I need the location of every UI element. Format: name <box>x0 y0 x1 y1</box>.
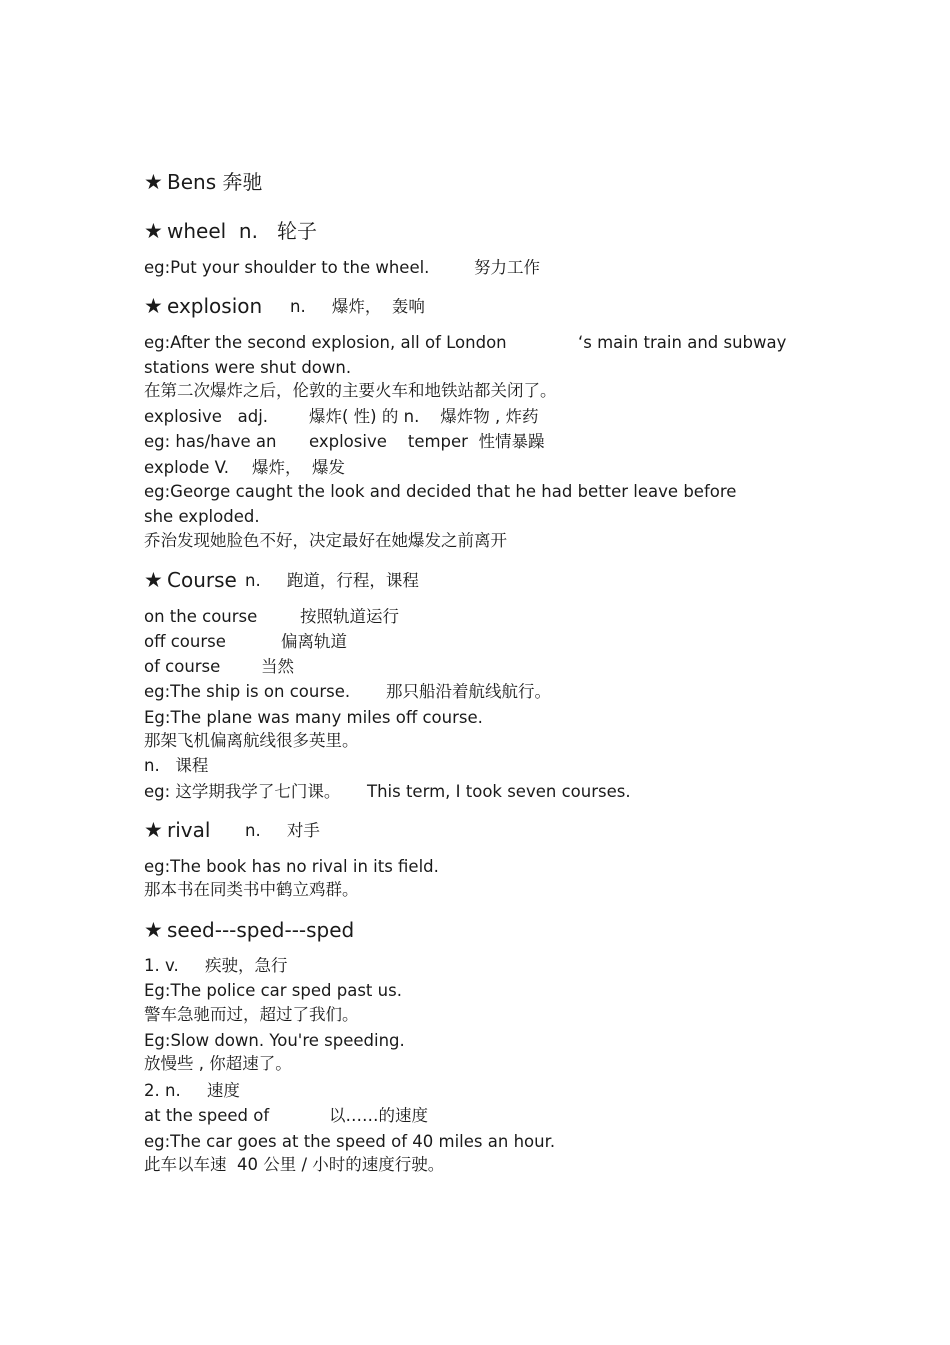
entry-line-gloss: 当然 <box>261 657 294 676</box>
entry-line: eg:The book has no rival in its field. <box>144 857 439 876</box>
entry-line: of course <box>144 657 221 676</box>
entry-line: explode V. <box>144 458 230 477</box>
entry-line: Eg:Slow down. You're speeding. <box>144 1031 405 1050</box>
entry-heading <box>144 218 317 244</box>
entry-line: at the speed of <box>144 1106 270 1125</box>
entry-line: 2. n. 速度 <box>144 1081 240 1100</box>
entry-line: 乔治发现她脸色不好，决定最好在她爆发之前离开 <box>144 531 507 550</box>
entry-line: 1. v. 疾驶，急行 <box>144 956 288 975</box>
entry-line-gloss: 那只船沿着航线航行。 <box>386 682 551 701</box>
entry-line: eg:George caught the look and decided that he had better leave before <box>144 482 737 501</box>
headword: explosion <box>167 294 263 318</box>
entry-line: eg: has/have an <box>144 432 277 451</box>
entry-line: Eg:The plane was many miles off course. <box>144 708 483 727</box>
star-icon: ★ <box>144 568 163 592</box>
entry-line: 放慢些 , 你超速了。 <box>144 1054 292 1073</box>
entry-line: n. 课程 <box>144 756 209 775</box>
entry-line: on the course <box>144 607 258 626</box>
entry-line: 警车急驰而过，超过了我们。 <box>144 1005 359 1024</box>
entry-line-gloss: 努力工作 <box>474 258 540 277</box>
entry-line: 那架飞机偏离航线很多英里。 <box>144 731 359 750</box>
entry-line-gloss: explosive temper 性情暴躁 <box>309 432 545 451</box>
headword-gloss: n. 对手 <box>245 821 320 840</box>
entry-heading <box>144 817 210 843</box>
entry-line: eg:Put your shoulder to the wheel. <box>144 258 430 277</box>
entry-line-gloss: 爆炸， 爆发 <box>252 458 345 477</box>
star-icon: ★ <box>144 170 163 194</box>
headword: wheel n. 轮子 <box>167 219 318 243</box>
entry-line: 在第二次爆炸之后，伦敦的主要火车和地铁站都关闭了。 <box>144 381 557 400</box>
entry-heading <box>144 567 237 593</box>
entry-heading <box>144 917 354 943</box>
headword: Course <box>167 568 237 592</box>
entry-line-gloss: 按照轨道运行 <box>300 607 399 626</box>
entry-line: Eg:The police car sped past us. <box>144 981 402 1000</box>
star-icon: ★ <box>144 219 163 243</box>
entry-line: stations were shut down. <box>144 358 352 377</box>
entry-line-gloss: 偏离轨道 <box>281 632 347 651</box>
entry-line-gloss: This term, I took seven courses. <box>367 782 631 801</box>
headword: Bens 奔驰 <box>167 170 263 194</box>
entry-line: eg:The ship is on course. <box>144 682 351 701</box>
entry-line: eg:After the second explosion, all of London <box>144 333 507 352</box>
entry-heading <box>144 293 262 319</box>
entry-line-gloss: 以……的速度 <box>329 1106 428 1125</box>
headword-gloss: n. 爆炸， 轰响 <box>290 297 425 316</box>
headword: seed---sped---sped <box>167 918 355 942</box>
entry-heading <box>144 169 262 195</box>
star-icon: ★ <box>144 818 163 842</box>
headword-gloss: n. 跑道，行程，课程 <box>245 571 419 590</box>
entry-line-gloss: 爆炸( 性) 的 n. 爆炸物 , 炸药 <box>309 407 539 426</box>
entry-line: 此车以车速 40 公里 / 小时的速度行驶。 <box>144 1155 445 1174</box>
entry-line: eg:The car goes at the speed of 40 miles an hour. <box>144 1132 556 1151</box>
headword: rival <box>167 818 211 842</box>
star-icon: ★ <box>144 918 163 942</box>
entry-line-gloss: ‘s main train and subway <box>578 333 787 352</box>
entry-line: 那本书在同类书中鹤立鸡群。 <box>144 880 359 899</box>
entry-line: off course <box>144 632 226 651</box>
entry-line: eg: 这学期我学了七门课。 <box>144 782 341 801</box>
entry-line: explosive adj. <box>144 407 269 426</box>
entry-line: she exploded. <box>144 507 260 526</box>
star-icon: ★ <box>144 294 163 318</box>
